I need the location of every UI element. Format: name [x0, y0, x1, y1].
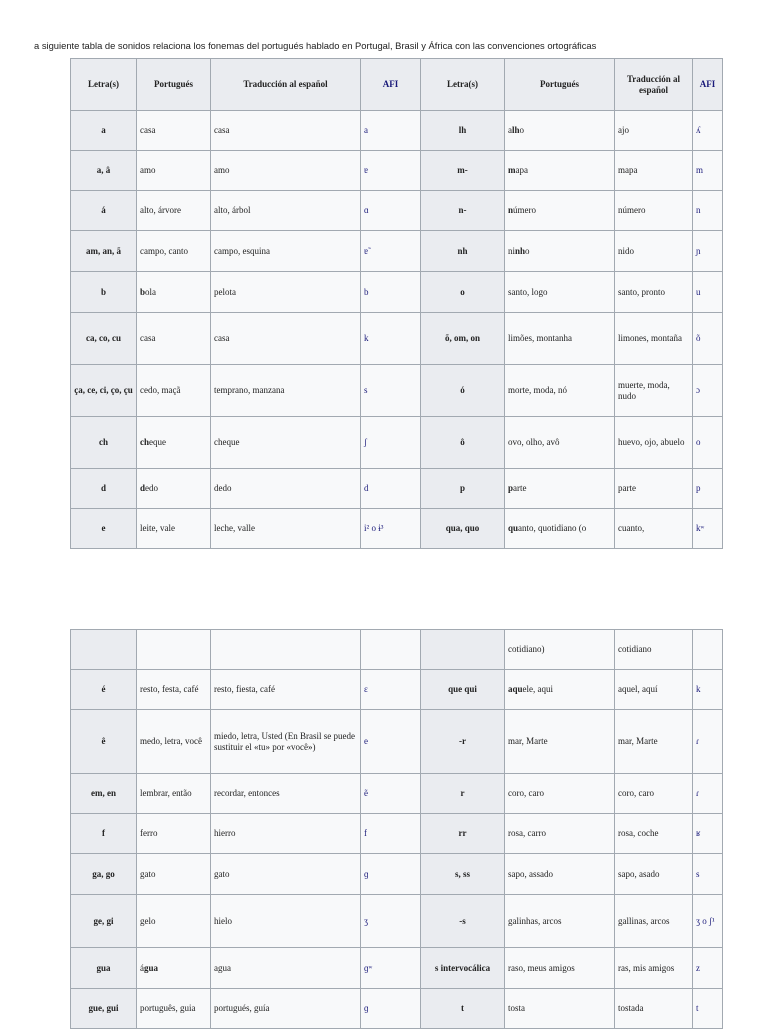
portuguese-cell: ovo, olho, avô [505, 417, 615, 469]
letter-cell: ch [71, 417, 137, 469]
highlighted-grapheme: b [140, 286, 146, 297]
portuguese-cell: morte, moda, nó [505, 365, 615, 417]
portuguese-cell: cheque [137, 417, 211, 469]
translation-cell: santo, pronto [615, 272, 693, 313]
table-row [71, 151, 723, 191]
translation-cell: cotidiano [615, 630, 693, 670]
portuguese-cell: raso, meus amigos [505, 948, 615, 989]
translation-cell: alto, árbol [211, 191, 361, 231]
ipa-cell: s [693, 854, 723, 895]
table-1-body [71, 111, 723, 549]
translation-cell: pelota [211, 272, 361, 313]
portuguese-cell: cotidiano) [505, 630, 615, 670]
table-row [71, 814, 723, 854]
ipa-cell: n [693, 191, 723, 231]
table-row [71, 854, 723, 895]
translation-cell: huevo, ojo, abuelo [615, 417, 693, 469]
portuguese-cell: água [137, 948, 211, 989]
portuguese-cell: mapa [505, 151, 615, 191]
portuguese-cell: dedo [137, 469, 211, 509]
ipa-cell: u [693, 272, 723, 313]
letter-cell: lh [421, 111, 505, 151]
portuguese-cell: lembrar, então [137, 774, 211, 814]
portuguese-cell: casa [137, 313, 211, 365]
letter-cell: gua [71, 948, 137, 989]
ipa-cell: ʃ [361, 417, 421, 469]
letter-cell: d [71, 469, 137, 509]
translation-cell: tostada [615, 989, 693, 1029]
letter-cell: n- [421, 191, 505, 231]
letter-cell: a [71, 111, 137, 151]
ipa-cell: kʷ [693, 509, 723, 549]
table-row [71, 774, 723, 814]
portuguese-cell: resto, festa, café [137, 670, 211, 710]
letter-cell: p [421, 469, 505, 509]
ipa-cell: ɔ [693, 365, 723, 417]
ipa-cell: ɐ̃ [361, 231, 421, 272]
ipa-cell: k [693, 670, 723, 710]
highlighted-grapheme: ch [140, 437, 149, 447]
portuguese-cell: número [505, 191, 615, 231]
portuguese-cell: quanto, quotidiano (o [505, 509, 615, 549]
header-cell: Letra(s) [71, 59, 137, 111]
highlighted-grapheme: gua [144, 962, 159, 973]
translation-cell: parte [615, 469, 693, 509]
portuguese-cell: tosta [505, 989, 615, 1029]
table-row [71, 191, 723, 231]
header-cell: Traducción al español [211, 59, 361, 111]
letter-cell [421, 630, 505, 670]
highlighted-grapheme: aqu [508, 684, 523, 694]
portuguese-cell: coro, caro [505, 774, 615, 814]
table-row [71, 231, 723, 272]
letter-cell: õ, om, on [421, 313, 505, 365]
header-cell: AFI [693, 59, 723, 111]
letter-cell: o [421, 272, 505, 313]
portuguese-cell: medo, letra, você [137, 710, 211, 774]
highlighted-grapheme: n [508, 205, 514, 215]
header-row [71, 59, 723, 111]
translation-cell: coro, caro [615, 774, 693, 814]
ipa-cell: t [693, 989, 723, 1029]
table-row [71, 948, 723, 989]
portuguese-cell: bola [137, 272, 211, 313]
letter-cell [71, 630, 137, 670]
translation-cell: cuanto, [615, 509, 693, 549]
letter-cell: qua, quo [421, 509, 505, 549]
translation-cell: limones, montaña [615, 313, 693, 365]
ipa-cell: p [693, 469, 723, 509]
translation-cell: agua [211, 948, 361, 989]
portuguese-cell [137, 630, 211, 670]
letter-cell: s, ss [421, 854, 505, 895]
ipa-cell: m [693, 151, 723, 191]
translation-cell: casa [211, 313, 361, 365]
portuguese-cell: limões, montanha [505, 313, 615, 365]
table-row [71, 365, 723, 417]
translation-cell: cheque [211, 417, 361, 469]
portuguese-cell: alho [505, 111, 615, 151]
portuguese-cell: aquele, aqui [505, 670, 615, 710]
portuguese-cell: sapo, assado [505, 854, 615, 895]
translation-cell: mapa [615, 151, 693, 191]
portuguese-cell: cedo, maçã [137, 365, 211, 417]
phoneme-table-1 [70, 58, 723, 549]
letter-cell: am, an, ã [71, 231, 137, 272]
highlighted-grapheme: qu [508, 523, 519, 533]
table-row [71, 509, 723, 549]
ipa-cell: ɐ [361, 151, 421, 191]
translation-cell [211, 630, 361, 670]
ipa-cell: ʒ [361, 895, 421, 948]
ipa-cell: a [361, 111, 421, 151]
letter-cell: ca, co, cu [71, 313, 137, 365]
letter-cell: ga, go [71, 854, 137, 895]
letter-cell: á [71, 191, 137, 231]
ipa-cell [361, 630, 421, 670]
ipa-cell: ẽ [361, 774, 421, 814]
table-row [71, 989, 723, 1029]
ipa-cell: z [693, 948, 723, 989]
letter-cell: -s [421, 895, 505, 948]
portuguese-cell: parte [505, 469, 615, 509]
portuguese-cell: ninho [505, 231, 615, 272]
translation-cell: ras, mis amigos [615, 948, 693, 989]
portuguese-cell: casa [137, 111, 211, 151]
translation-cell: rosa, coche [615, 814, 693, 854]
ipa-cell: s [361, 365, 421, 417]
translation-cell: temprano, manzana [211, 365, 361, 417]
letter-cell: é [71, 670, 137, 710]
header-cell: Traducción al español [615, 59, 693, 111]
letter-cell: s intervocálica [421, 948, 505, 989]
translation-cell: portugués, guía [211, 989, 361, 1029]
letter-cell: ê [71, 710, 137, 774]
letter-cell: ô [421, 417, 505, 469]
letter-cell: e [71, 509, 137, 549]
translation-cell: casa [211, 111, 361, 151]
portuguese-cell: rosa, carro [505, 814, 615, 854]
translation-cell: muerte, moda, nudo [615, 365, 693, 417]
ipa-cell: ɑ [361, 191, 421, 231]
translation-cell: nido [615, 231, 693, 272]
letter-cell: r [421, 774, 505, 814]
letter-cell: f [71, 814, 137, 854]
ipa-cell: f [361, 814, 421, 854]
translation-cell: número [615, 191, 693, 231]
highlighted-grapheme: nh [515, 245, 526, 256]
translation-cell: dedo [211, 469, 361, 509]
ipa-cell: ɡ [361, 989, 421, 1029]
letter-cell: ge, gi [71, 895, 137, 948]
table-row [71, 313, 723, 365]
ipa-cell: e [361, 710, 421, 774]
translation-cell: ajo [615, 111, 693, 151]
portuguese-cell: gato [137, 854, 211, 895]
ipa-cell: ɡ [361, 854, 421, 895]
portuguese-cell: amo [137, 151, 211, 191]
ipa-cell: i² o ɨ³ [361, 509, 421, 549]
letter-cell: m- [421, 151, 505, 191]
highlighted-grapheme: d [140, 483, 146, 493]
table-row [71, 630, 723, 670]
letter-cell: que qui [421, 670, 505, 710]
letter-cell: b [71, 272, 137, 313]
portuguese-cell: campo, canto [137, 231, 211, 272]
translation-cell: amo [211, 151, 361, 191]
letter-cell: a, â [71, 151, 137, 191]
phoneme-table-2 [70, 629, 723, 1029]
table-row [71, 710, 723, 774]
letter-cell: ó [421, 365, 505, 417]
table-row [71, 469, 723, 509]
portuguese-cell: leite, vale [137, 509, 211, 549]
ipa-cell: ɲ [693, 231, 723, 272]
translation-cell: recordar, entonces [211, 774, 361, 814]
translation-cell: gato [211, 854, 361, 895]
highlighted-grapheme: m [508, 165, 516, 175]
table-row [71, 670, 723, 710]
table-row [71, 895, 723, 948]
ipa-cell: õ [693, 313, 723, 365]
table-row [71, 417, 723, 469]
portuguese-cell: galinhas, arcos [505, 895, 615, 948]
letter-cell: nh [421, 231, 505, 272]
translation-cell: mar, Marte [615, 710, 693, 774]
letter-cell: rr [421, 814, 505, 854]
translation-cell: hielo [211, 895, 361, 948]
portuguese-cell: português, guia [137, 989, 211, 1029]
ipa-cell: ɾ [693, 710, 723, 774]
portuguese-cell: santo, logo [505, 272, 615, 313]
letter-cell: em, en [71, 774, 137, 814]
ipa-cell: ʁ [693, 814, 723, 854]
letter-cell: -r [421, 710, 505, 774]
header-cell: Portugués [505, 59, 615, 111]
highlighted-grapheme: p [508, 483, 514, 493]
ipa-cell: ɾ [693, 774, 723, 814]
ipa-cell: ɛ [361, 670, 421, 710]
portuguese-cell: ferro [137, 814, 211, 854]
translation-cell: gallinas, arcos [615, 895, 693, 948]
translation-cell: hierro [211, 814, 361, 854]
ipa-cell [693, 630, 723, 670]
ipa-cell: b [361, 272, 421, 313]
portuguese-cell: mar, Marte [505, 710, 615, 774]
table-row [71, 272, 723, 313]
header-cell: Portugués [137, 59, 211, 111]
portuguese-cell: alto, árvore [137, 191, 211, 231]
ipa-cell: ʎ [693, 111, 723, 151]
header-cell: AFI [361, 59, 421, 111]
translation-cell: resto, fiesta, café [211, 670, 361, 710]
table-2-body [71, 630, 723, 1029]
translation-cell: leche, valle [211, 509, 361, 549]
letter-cell: gue, gui [71, 989, 137, 1029]
ipa-cell: ɡʷ [361, 948, 421, 989]
ipa-cell: o [693, 417, 723, 469]
intro-text: a siguiente tabla de sonidos relaciona los fonemas del portugués hablado en Portugal, Brasil y África con las convenciones ortográficas [34, 40, 597, 51]
ipa-cell: ʒ o ʃ¹ [693, 895, 723, 948]
highlighted-grapheme: lh [512, 125, 520, 135]
header-cell: Letra(s) [421, 59, 505, 111]
ipa-cell: k [361, 313, 421, 365]
letter-cell: ça, ce, ci, ço, çu [71, 365, 137, 417]
translation-cell: sapo, asado [615, 854, 693, 895]
table-row [71, 111, 723, 151]
translation-cell: campo, esquina [211, 231, 361, 272]
translation-cell: aquel, aquí [615, 670, 693, 710]
portuguese-cell: gelo [137, 895, 211, 948]
ipa-cell: d [361, 469, 421, 509]
letter-cell: t [421, 989, 505, 1029]
translation-cell: miedo, letra, Usted (En Brasil se puede sustituir el «tu» por «você») [211, 710, 361, 774]
